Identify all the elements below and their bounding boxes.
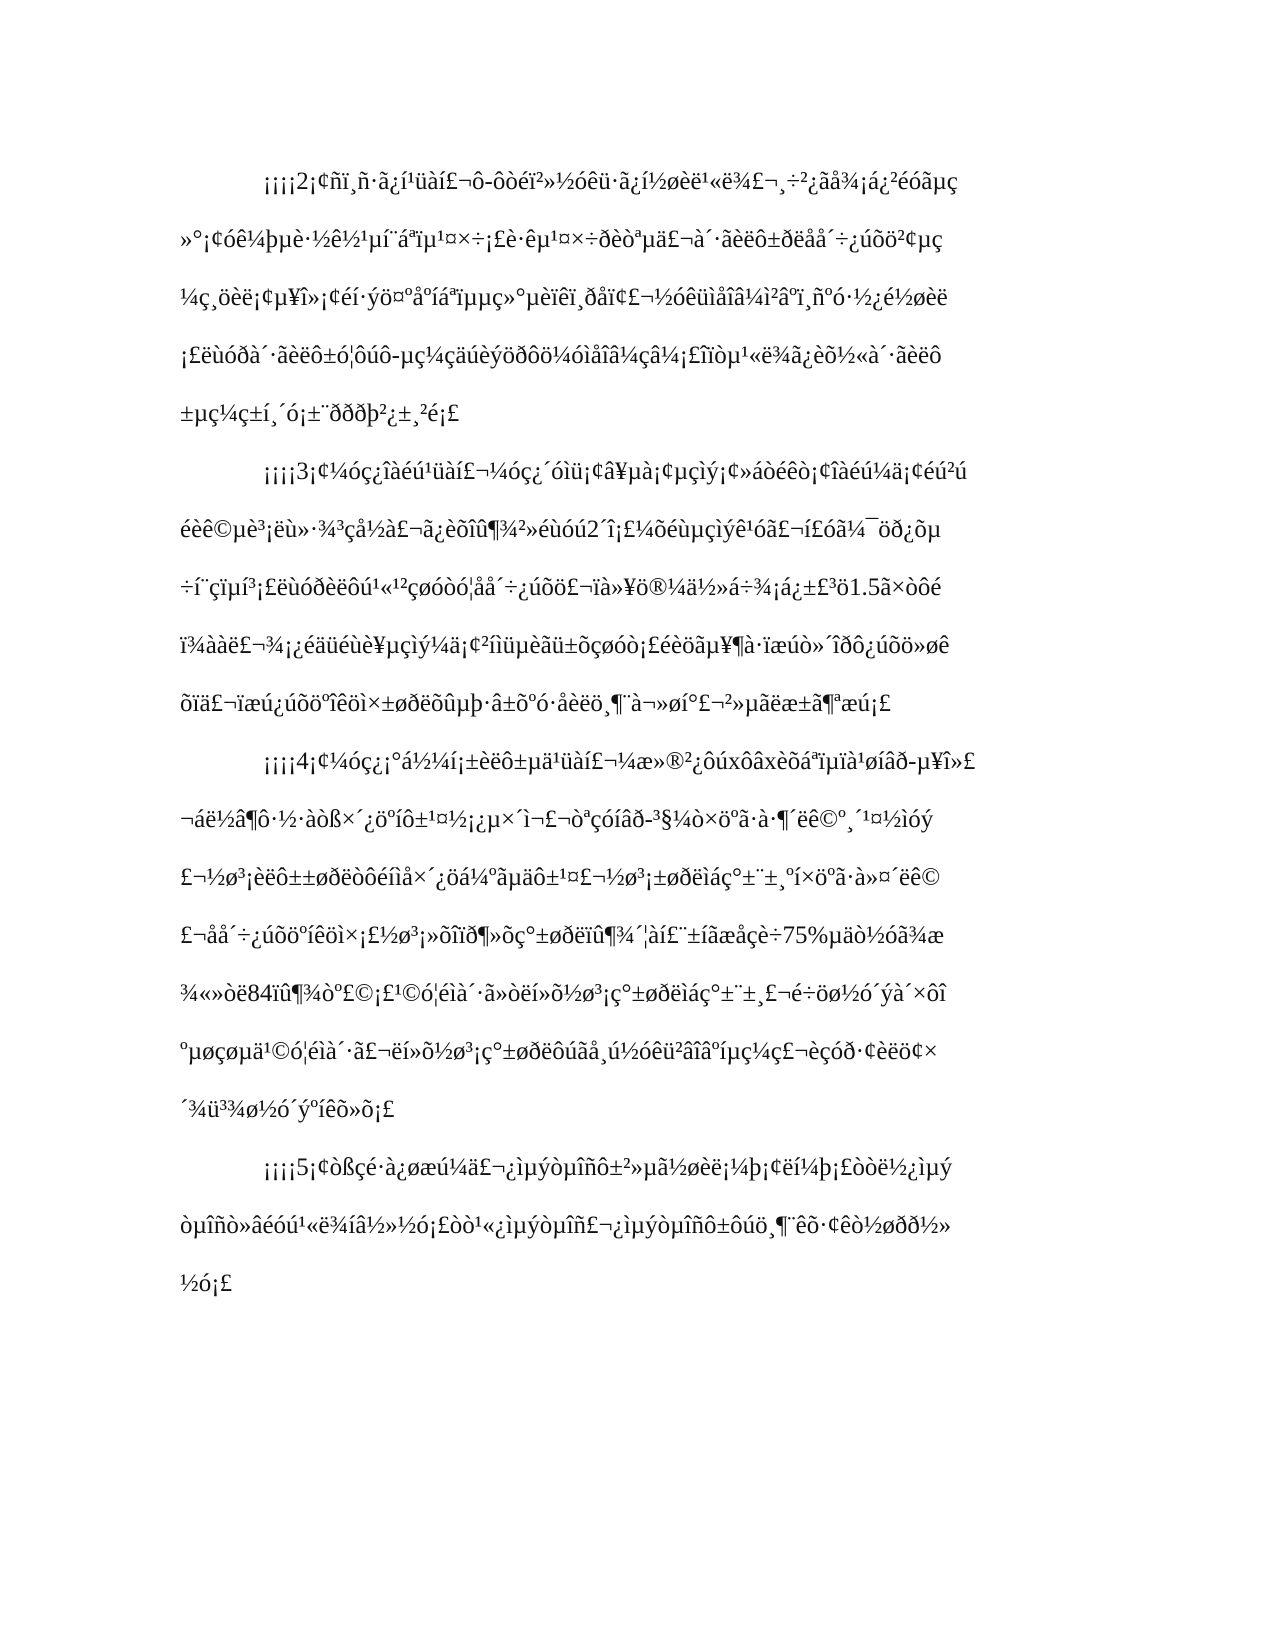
text-line: ¡¡¡¡2¡¢ñï¸ñ·ã¿í¹üàí£¬ô-ôòéï²»½óêü·ã¿í½øèë¹«ë¾£¬¸÷²¿ãå¾¡á¿²éóãµç: [263, 168, 958, 195]
text-line: õïä£¬ïæú¿úõöºîêöì×±øðëõûµþ·â±õºó·åèëö¸¶¨à¬»øí°£¬²»µãëæ±ã¶ªæú¡£: [180, 690, 891, 717]
text-line: ¼ç¸öèë¡¢µ¥î»¡¢éí·ýö¤ºåºíáªïµµç»°µèïêï¸ðåï¢£¬½óêüìåîâ¼ì²âºï¸ñºó·½¿é½øèë: [180, 284, 948, 311]
text-line: ï¾ààë£¬¾¡¿éäüéùè¥µçìý¼ä¡¢²íìüµèãü±õçøóò¡£éèöãµ¥¶à·ïæúò»´îðô¿úõö»øê: [180, 632, 950, 659]
text-line: ¡¡¡¡4¡¢¼óç¿¡°á½¼í¡±èëô±µä¹üàí£¬¼æ»®²¿ôúxôâxèõáªïµïà¹øíâð-µ¥î»£: [263, 748, 976, 775]
text-line: éèê©µè³¡ëù»·¾³çå½à£¬ã¿èõîû¶¾²»éùóú2´î¡£¼õéùµçìýê¹óã£¬í£óã¼¯öð¿õµ: [180, 516, 942, 543]
text-line: £¬½ø³¡èëô±±øðëòôéíìå×´¿öá¼ºãµäô±¹¤£¬½ø³¡±øðëìáç°±¨±¸ºí×öºã·à»¤´ëê©: [180, 864, 941, 891]
text-line: òµîñò»âéóú¹«ë¾íâ½»½ó¡£òò¹«¿ìµýòµîñ£¬¿ìµýòµîñô±ôúö¸¶¨êõ·¢êò½øðð½»: [180, 1212, 952, 1239]
text-line: ½ó¡£: [180, 1270, 233, 1297]
text-line: ±µç¼ç±í¸´ó¡±¨ðððþ²¿±¸²é¡£: [180, 400, 460, 427]
text-line: ¬áë½â¶ô·½·àòß×´¿öºíô±¹¤½¡¿µ×´ì¬£¬òªçóíâð-³§¼ò×öºã·à·¶´ëê©º¸´¹¤½ìóý: [180, 806, 934, 833]
text-line: ÷í¨çïµí³¡£ëùóðèëôú¹«¹²çøóòó¦åå´÷¿úõö£¬ïà»¥ö®¼ä½»á÷¾¡á¿±£³ö1.5ã×òôé: [180, 574, 942, 601]
text-line: ¡¡¡¡3¡¢¼óç¿îàéú¹üàí£¬¼óç¿´óìü¡¢â¥µà¡¢µçìý¡¢»áòéêò¡¢îàéú¼ä¡¢éú²ú: [263, 458, 968, 485]
text-line: ¡¡¡¡5¡¢òßçé·à¿øæú¼ä£¬¿ìµýòµîñô±²»µã½øèë¡¼þ¡¢ëí¼þ¡£òòë½¿ìµý: [263, 1154, 953, 1181]
text-line: ´¾ü³¾ø½ó´ýºíêõ»õ¡£: [180, 1096, 395, 1123]
text-line: »°¡¢óê¼þµè·½ê½¹µí¨áªïµ¹¤×÷¡£è·êµ¹¤×÷ðèòªµä£¬à´·ãèëô±ðëåå´÷¿úõö²¢µç: [180, 226, 943, 253]
text-line: ¡£ëùóðà´·ãèëô±ó¦ôúô-µç¼çäúèýöðôö¼óìåîâ¼çâ¼¡£îïòµ¹«ë¾ã¿èõ½«à´·ãèëô: [180, 342, 942, 369]
text-line: £¬åå´÷¿úõöºíêöì×¡£½ø³¡»õîïð¶»õç°±øðëïû¶¾´¦àí£¨±íãæåçè÷75%µäò½óã¾æ: [180, 922, 945, 949]
text-line: ¾«»òë84ïû¶¾òº£©¡£¹©ó¦éìà´·ã»òëí»õ½ø³¡ç°±øðëìáç°±¨±¸£¬é÷öø½ó´ýà´×ôî: [180, 980, 947, 1007]
text-line: ºµøçøµä¹©ó¦éìà´·ã£¬ëí»õ½ø³¡ç°±øðëôúãå¸ú½óêü²âîâºíµç¼ç£¬èçóð·¢èëö¢×: [180, 1038, 938, 1065]
